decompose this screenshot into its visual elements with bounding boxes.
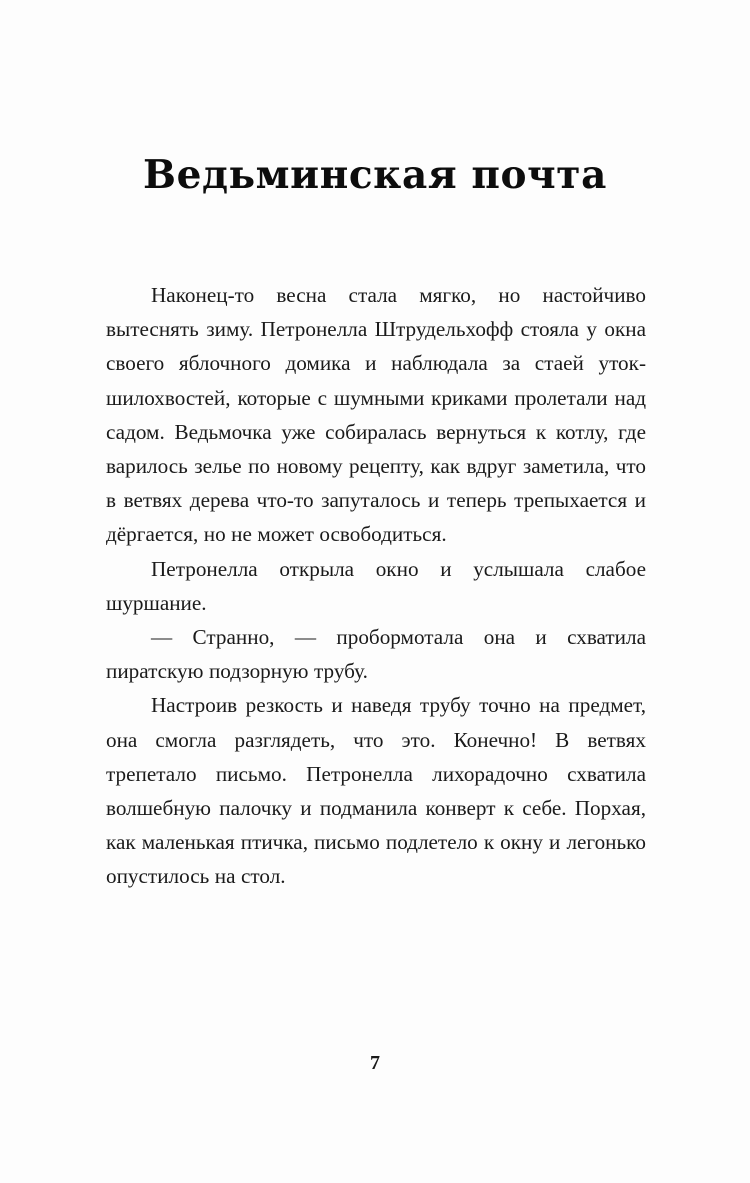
paragraph: Петронелла открыла окно и услышала слабое шуршание. [106, 556, 646, 615]
paragraph: Настроив резкость и наведя трубу точно на предмет, она смогла разглядеть, что это. Конечно! В ветвях трепетало письмо. Петронелла лихорадочно схватила волшебную палочку и подманила конверт к себе. Порхая, как маленькая птичка, письмо подлетело к окну и легонько опустилось на стол. [106, 693, 646, 889]
page-number: 7 [370, 1052, 380, 1074]
body-text-block [106, 278, 646, 894]
paragraph: — Странно, — пробормотала она и схватила пиратскую подзорную трубу. [106, 625, 646, 684]
paragraph: Наконец-то весна стала мягко, но настойчиво вытеснять зиму. Петронелла Штрудельхофф стояла у окна своего яблочного домика и наблюдала за стаей уток-шилохвостей, которые с шумными криками пролетали над садом. Ведьмочка уже собиралась вернуться к котлу, где варилось зелье по новому рецепту, как вдруг заметила, что в ветвях дерева что-то запуталось и теперь трепыхается и дёргается, но не может освободиться. [106, 283, 646, 547]
page-title: Ведьминская почта [143, 152, 607, 199]
